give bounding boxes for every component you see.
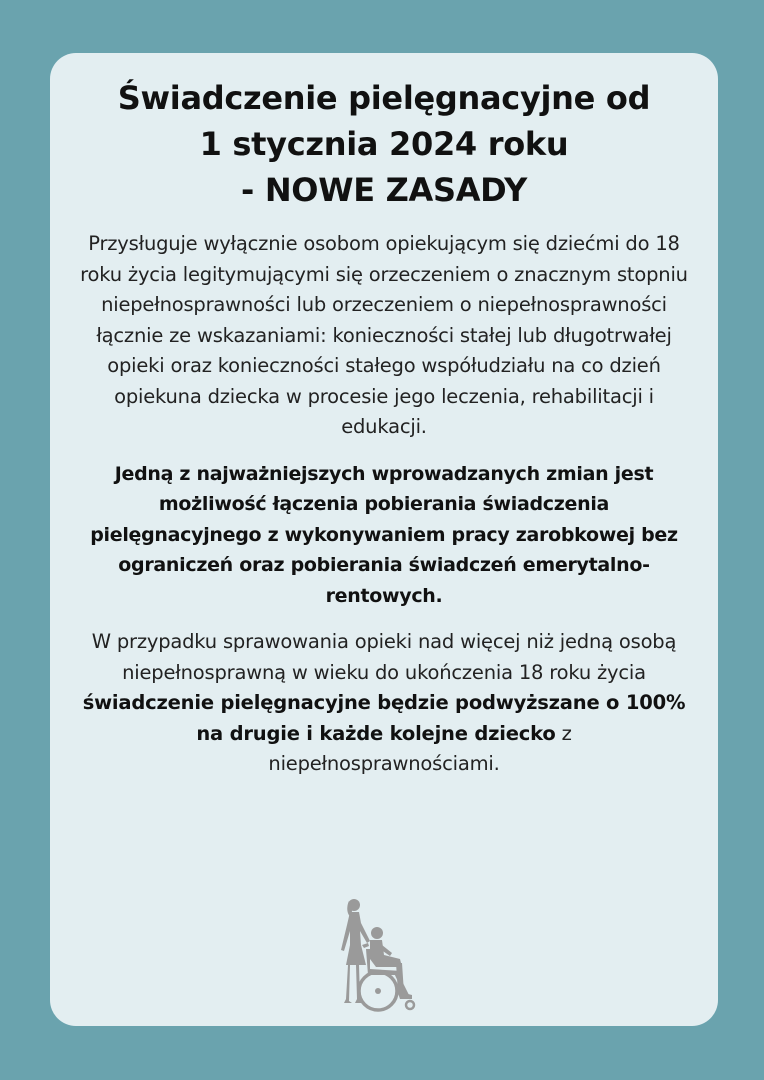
title-line-1: Świadczenie pielęgnacyjne od: [117, 79, 651, 117]
final-text-3: z niepełnosprawnościami.: [268, 721, 572, 775]
highlight-paragraph: Jedną z najważniejszych wprowadzanych zmian jest możliwość łączenia pobierania świadczenia pielęgnacyjnego z wykonywaniem pracy zarobkowej bez ograniczeń oraz pobierania świadczeń emerytalno-rentowych.: [90, 462, 678, 607]
final-text-bold: świadczenie pielęgnacyjne będzie podwyższane o 100% na drugie i każde kolejne dziecko: [82, 691, 686, 745]
intro-paragraph: Przysługuje wyłącznie osobom opiekującym się dziećmi do 18 roku życia legitymującymi się orzeczeniem o znacznym stopniu niepełnosprawności lub orzeczeniem o niepełnosprawności łącznie ze wskazaniami: konieczności stałej lub długotrwałej opieki oraz konieczności stałego współudziału na co dzień opiekuna dziecka w procesie jego leczenia, rehabilitacji i edukacji.: [80, 232, 688, 438]
page-title: [80, 75, 688, 213]
info-card: [50, 53, 718, 1026]
caregiver-wheelchair-icon: [332, 893, 432, 1018]
final-paragraph: [80, 627, 688, 780]
title-line-2: 1 stycznia 2024 roku: [199, 125, 569, 163]
title-line-3: - NOWE ZASADY: [241, 171, 527, 209]
final-text-1: W przypadku sprawowania opieki nad więcej niż jedną osobą niepełnosprawną w wieku do ukończenia 18 roku życia: [91, 630, 677, 684]
